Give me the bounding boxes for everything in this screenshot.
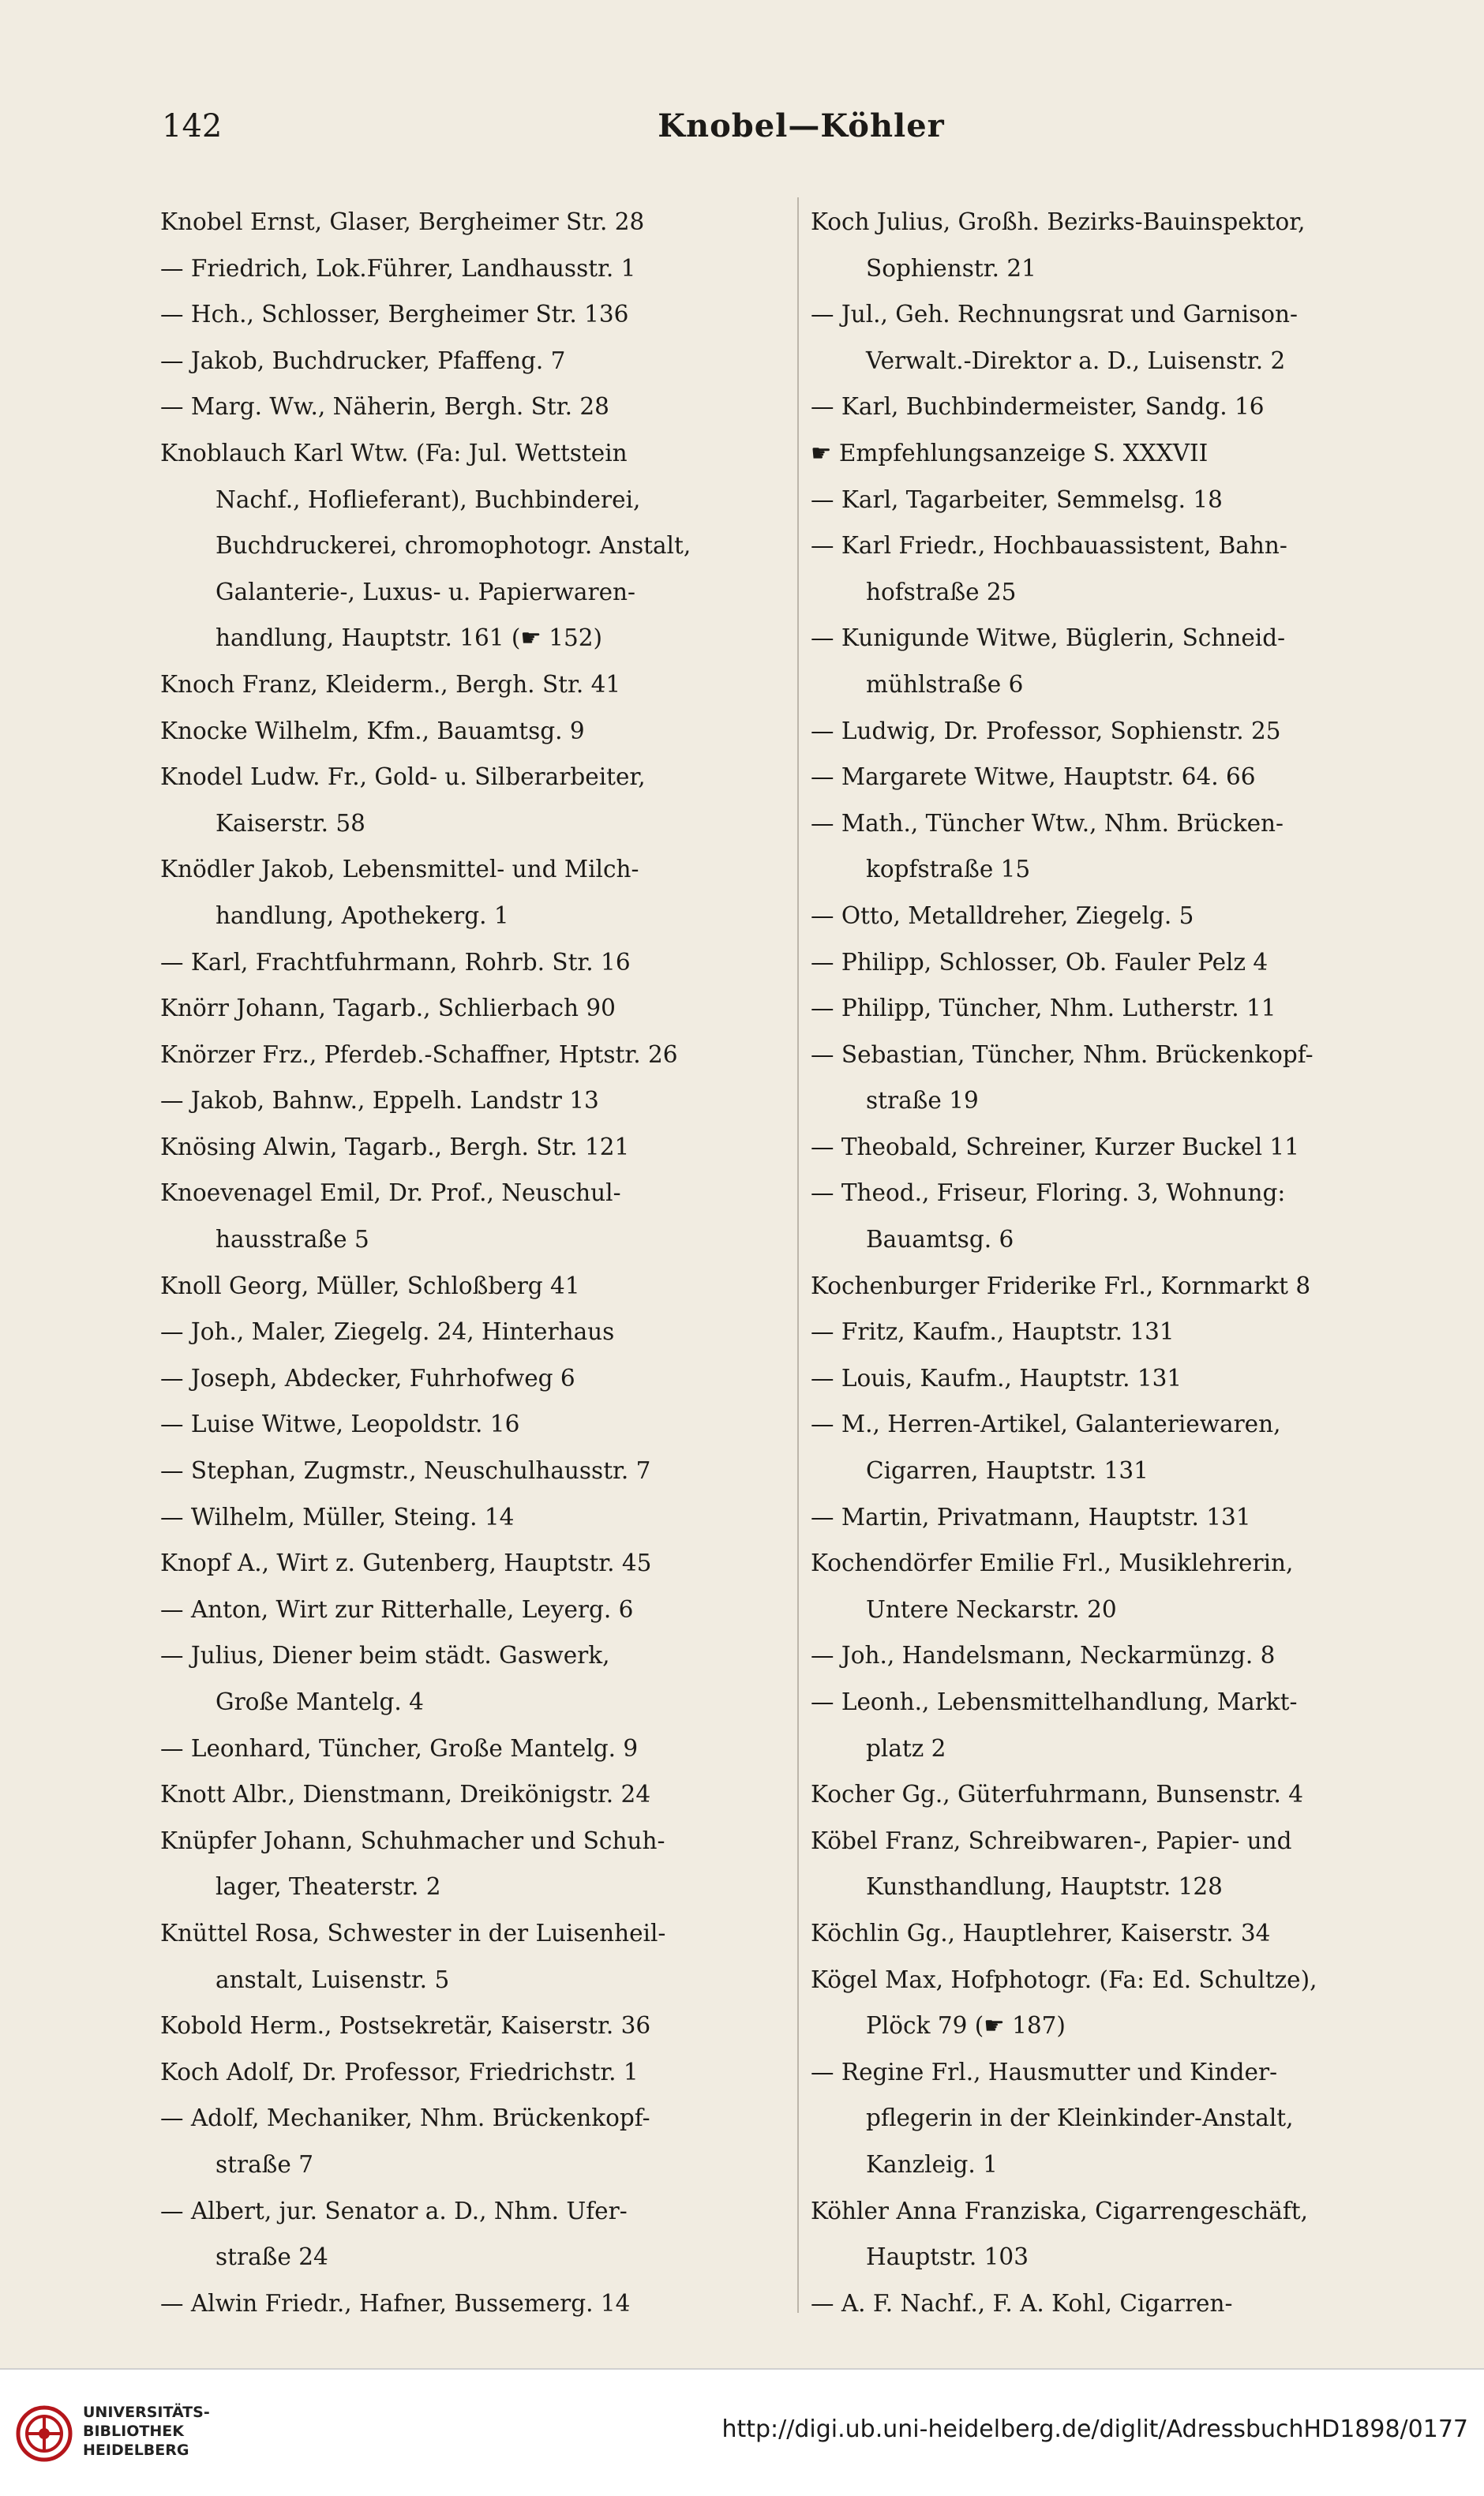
directory-line: — Margarete Witwe, Hauptstr. 64. 66 — [811, 763, 1256, 791]
directory-line: Köhler Anna Franziska, Cigarrengeschäft, — [811, 2197, 1309, 2224]
directory-line: — Marg. Ww., Näherin, Bergh. Str. 28 — [160, 393, 609, 421]
directory-line: — Sebastian, Tüncher, Nhm. Brückenkopf- — [811, 1040, 1313, 1068]
directory-line: — Karl, Tagarbeiter, Semmelsg. 18 — [811, 485, 1223, 513]
directory-line: Knörr Johann, Tagarb., Schlierbach 90 — [160, 995, 616, 1022]
directory-line: — Stephan, Zugmstr., Neuschulhausstr. 7 — [160, 1457, 651, 1485]
directory-line: hausstraße 5 — [215, 1226, 369, 1254]
directory-line: Knobel Ernst, Glaser, Bergheimer Str. 28 — [160, 208, 645, 235]
directory-line: Kunsthandlung, Hauptstr. 128 — [866, 1873, 1223, 1901]
directory-line: — Joh., Handelsmann, Neckarmünzg. 8 — [811, 1642, 1276, 1670]
directory-line: Kochenburger Friderike Frl., Kornmarkt 8 — [811, 1272, 1311, 1299]
directory-line: — Otto, Metalldreher, Ziegelg. 5 — [811, 901, 1194, 929]
directory-line: straße 19 — [866, 1087, 979, 1115]
page-header — [162, 99, 1441, 154]
source-url-link[interactable]: http://digi.ub.uni-heidelberg.de/diglit/AdressbuchHD1898/0177 — [721, 2415, 1468, 2443]
directory-line: Kögel Max, Hofphotogr. (Fa: Ed. Schultze), — [811, 1966, 1317, 1993]
column-divider — [797, 197, 799, 2313]
directory-line: Knödler Jakob, Lebensmittel- und Milch- — [160, 856, 639, 883]
directory-line: — Math., Tüncher Wtw., Nhm. Brücken- — [811, 809, 1284, 837]
right-column — [811, 199, 1448, 2322]
directory-line: — Alwin Friedr., Hafner, Bussemerg. 14 — [160, 2289, 631, 2317]
directory-line: Verwalt.-Direktor a. D., Luisenstr. 2 — [866, 347, 1286, 374]
directory-line: — Regine Frl., Hausmutter und Kinder- — [811, 2058, 1278, 2086]
directory-line: Hauptstr. 103 — [866, 2243, 1029, 2271]
directory-line: Knoll Georg, Müller, Schloßberg 41 — [160, 1272, 580, 1299]
directory-line: — Karl Friedr., Hochbauassistent, Bahn- — [811, 532, 1287, 560]
directory-line: — Martin, Privatmann, Hauptstr. 131 — [811, 1503, 1251, 1531]
directory-line: Kaiserstr. 58 — [215, 809, 365, 837]
directory-line: Große Mantelg. 4 — [215, 1688, 424, 1715]
directory-line: Koch Julius, Großh. Bezirks-Bauinspektor, — [811, 208, 1306, 235]
directory-line: — Albert, jur. Senator a. D., Nhm. Ufer- — [160, 2197, 628, 2224]
directory-line: — Theod., Friseur, Floring. 3, Wohnung: — [811, 1179, 1286, 1207]
directory-line: — Leonhard, Tüncher, Große Mantelg. 9 — [160, 1734, 639, 1762]
directory-line: handlung, Apothekerg. 1 — [215, 901, 509, 929]
directory-line: — M., Herren-Artikel, Galanteriewaren, — [811, 1411, 1281, 1438]
directory-line: platz 2 — [866, 1734, 946, 1762]
library-seal-icon — [16, 2405, 73, 2462]
directory-line: — Jul., Geh. Rechnungsrat und Garnison- — [811, 301, 1298, 328]
directory-line: Knösing Alwin, Tagarb., Bergh. Str. 121 — [160, 1133, 630, 1160]
directory-line: — Leonh., Lebensmittelhandlung, Markt- — [811, 1688, 1298, 1715]
directory-line: — Wilhelm, Müller, Steing. 14 — [160, 1503, 515, 1531]
directory-line: Koch Adolf, Dr. Professor, Friedrichstr. 1 — [160, 2058, 639, 2086]
directory-line: Köbel Franz, Schreibwaren-, Papier- und — [811, 1827, 1292, 1854]
directory-line: — Karl, Frachtfuhrmann, Rohrb. Str. 16 — [160, 948, 631, 976]
directory-line: — Philipp, Tüncher, Nhm. Lutherstr. 11 — [811, 995, 1276, 1022]
directory-line: — Hch., Schlosser, Bergheimer Str. 136 — [160, 301, 629, 328]
directory-line: Galanterie-, Luxus- u. Papierwaren- — [215, 578, 636, 605]
directory-line: Knoch Franz, Kleiderm., Bergh. Str. 41 — [160, 670, 621, 698]
directory-line: mühlstraße 6 — [866, 670, 1024, 698]
directory-line: Buchdruckerei, chromophotogr. Anstalt, — [215, 532, 691, 560]
directory-line: — Joseph, Abdecker, Fuhrhofweg 6 — [160, 1364, 575, 1392]
directory-line: Knopf A., Wirt z. Gutenberg, Hauptstr. 45 — [160, 1550, 652, 1577]
directory-line: — Luise Witwe, Leopoldstr. 16 — [160, 1411, 520, 1438]
directory-line: — Ludwig, Dr. Professor, Sophienstr. 25 — [811, 717, 1281, 744]
directory-line: Knott Albr., Dienstmann, Dreikönigstr. 24 — [160, 1781, 651, 1808]
directory-line: — Adolf, Mechaniker, Nhm. Brückenkopf- — [160, 2104, 650, 2132]
directory-line: Kochendörfer Emilie Frl., Musiklehrerin, — [811, 1550, 1294, 1577]
directory-line: straße 24 — [215, 2243, 328, 2271]
directory-line: Bauamtsg. 6 — [866, 1226, 1014, 1254]
directory-line: pflegerin in der Kleinkinder-Anstalt, — [866, 2104, 1294, 2132]
directory-line: — Jakob, Buchdrucker, Pfaffeng. 7 — [160, 347, 566, 374]
library-name-line: BIBLIOTHEK — [83, 2423, 184, 2440]
directory-line: — A. F. Nachf., F. A. Kohl, Cigarren- — [811, 2289, 1233, 2317]
directory-line: Knörzer Frz., Pferdeb.-Schaffner, Hptstr. 26 — [160, 1040, 678, 1068]
library-name-line: UNIVERSITÄTS- — [83, 2404, 210, 2421]
directory-line: — Jakob, Bahnw., Eppelh. Landstr 13 — [160, 1087, 599, 1115]
directory-line: — Karl, Buchbindermeister, Sandg. 16 — [811, 393, 1265, 421]
directory-line: Knodel Ludw. Fr., Gold- u. Silberarbeiter, — [160, 763, 646, 791]
directory-line: — Fritz, Kaufm., Hauptstr. 131 — [811, 1318, 1175, 1346]
directory-line: lager, Theaterstr. 2 — [215, 1873, 441, 1901]
directory-line: Köchlin Gg., Hauptlehrer, Kaiserstr. 34 — [811, 1919, 1271, 1947]
directory-line: ☛ Empfehlungsanzeige S. XXXVII — [811, 439, 1209, 467]
directory-line: — Louis, Kaufm., Hauptstr. 131 — [811, 1364, 1182, 1392]
directory-line: — Anton, Wirt zur Ritterhalle, Leyerg. 6 — [160, 1595, 634, 1623]
directory-line: Cigarren, Hauptstr. 131 — [866, 1457, 1149, 1485]
directory-line: handlung, Hauptstr. 161 (☛ 152) — [215, 624, 603, 652]
page-number: 142 — [162, 108, 223, 144]
directory-line: Nachf., Hoflieferant), Buchbinderei, — [215, 485, 641, 513]
directory-line: — Theobald, Schreiner, Kurzer Buckel 11 — [811, 1133, 1299, 1160]
directory-line: — Joh., Maler, Ziegelg. 24, Hinterhaus — [160, 1318, 615, 1346]
left-column — [160, 199, 792, 2322]
directory-line: — Kunigunde Witwe, Büglerin, Schneid- — [811, 624, 1286, 652]
footer-bar — [0, 2368, 1484, 2496]
directory-line: Plöck 79 (☛ 187) — [866, 2012, 1066, 2040]
directory-line: Kobold Herm., Postsekretär, Kaiserstr. 36 — [160, 2012, 651, 2040]
directory-line: kopfstraße 15 — [866, 856, 1031, 883]
directory-line: hofstraße 25 — [866, 578, 1017, 605]
directory-line: anstalt, Luisenstr. 5 — [215, 1966, 450, 1993]
directory-line: Knüttel Rosa, Schwester in der Luisenheil- — [160, 1919, 666, 1947]
directory-line: straße 7 — [215, 2150, 313, 2178]
directory-line: — Friedrich, Lok.Führer, Landhausstr. 1 — [160, 254, 636, 282]
directory-line: Knocke Wilhelm, Kfm., Bauamtsg. 9 — [160, 717, 585, 744]
directory-line: Kocher Gg., Güterfuhrmann, Bunsenstr. 4 — [811, 1781, 1304, 1808]
directory-line: — Julius, Diener beim städt. Gaswerk, — [160, 1642, 610, 1670]
library-name-line: HEIDELBERG — [83, 2442, 189, 2459]
directory-line: Knüpfer Johann, Schuhmacher und Schuh- — [160, 1827, 665, 1854]
directory-line: Kanzleig. 1 — [866, 2150, 998, 2178]
directory-line: Knoevenagel Emil, Dr. Prof., Neuschul- — [160, 1179, 621, 1207]
directory-line: Sophienstr. 21 — [866, 254, 1036, 282]
directory-line: Knoblauch Karl Wtw. (Fa: Jul. Wettstein — [160, 439, 628, 467]
running-head: Knobel—Köhler — [658, 107, 945, 144]
library-name — [83, 2403, 210, 2460]
directory-line: Untere Neckarstr. 20 — [866, 1595, 1117, 1623]
directory-line: — Philipp, Schlosser, Ob. Fauler Pelz 4 — [811, 948, 1269, 976]
